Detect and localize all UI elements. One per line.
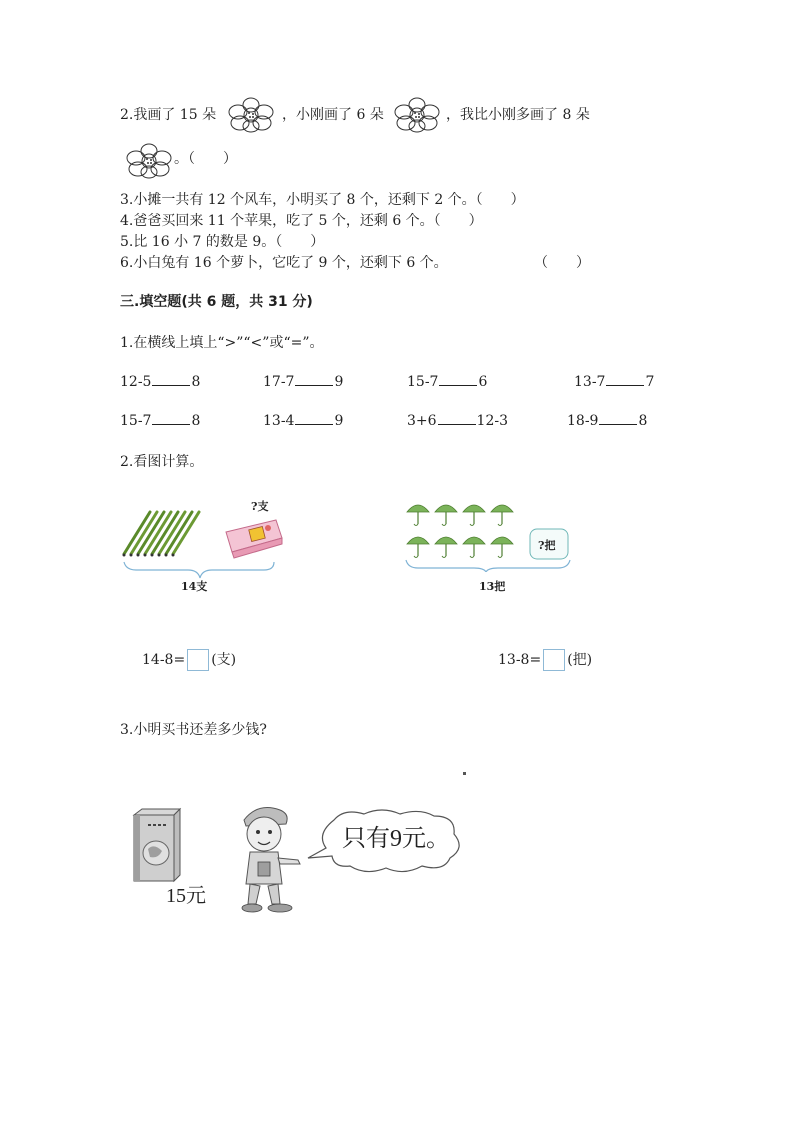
pencil-question-label: ?支 bbox=[251, 500, 269, 513]
compare-right: 9 bbox=[334, 374, 344, 390]
compare-right: 8 bbox=[638, 413, 648, 429]
answer-blank[interactable] bbox=[152, 410, 190, 425]
umbrella-icon bbox=[407, 537, 429, 558]
judge-q3: 3.小摊一共有 12 个风车，小明买了 8 个，还剩下 2 个。（ ） bbox=[120, 192, 525, 208]
equation-unit: (支) bbox=[211, 652, 237, 668]
judge-q6-paren: （ ） bbox=[534, 255, 590, 271]
q2-text-part3: ，我比小刚多画了 8 朵 bbox=[446, 107, 590, 123]
flower-icon bbox=[126, 142, 172, 180]
compare-left: 18-9 bbox=[567, 413, 599, 429]
compare-left: 15-7 bbox=[120, 413, 152, 429]
q2-text-part2: ，小刚画了 6 朵 bbox=[282, 107, 384, 123]
umbrella-icon bbox=[491, 505, 513, 526]
compare-left: 3+6 bbox=[407, 413, 437, 429]
price-label: 15元 bbox=[166, 885, 206, 907]
umbrella-question-label: ?把 bbox=[538, 539, 556, 552]
compare-item bbox=[407, 410, 508, 429]
fill-q2-prompt: 2.看图计算。 bbox=[120, 454, 204, 470]
flower-icon bbox=[228, 96, 274, 134]
answer-blank[interactable] bbox=[599, 410, 637, 425]
compare-left: 17-7 bbox=[263, 374, 295, 390]
umbrella-icon bbox=[463, 505, 485, 526]
compare-left: 13-4 bbox=[263, 413, 295, 429]
equation-unit: (把) bbox=[567, 652, 593, 668]
compare-right: 8 bbox=[191, 413, 201, 429]
umbrellas-illustration bbox=[402, 498, 574, 572]
compare-item bbox=[407, 371, 487, 390]
q2-text-part4: 。（ ） bbox=[174, 151, 237, 167]
compare-right: 6 bbox=[478, 374, 488, 390]
pencil-case-icon bbox=[226, 520, 282, 558]
answer-box[interactable] bbox=[187, 649, 209, 671]
section-heading: 三.填空题(共 6 题，共 31 分) bbox=[120, 294, 313, 310]
judge-q6: 6.小白兔有 16 个萝卜，它吃了 9 个，还剩下 6 个。 bbox=[120, 255, 448, 271]
judge-q5: 5.比 16 小 7 的数是 9。（ ） bbox=[120, 234, 325, 250]
umbrella-total-label: 13把 bbox=[479, 580, 506, 593]
compare-item bbox=[263, 410, 343, 429]
equation-umbrellas bbox=[498, 649, 592, 671]
compare-right: 9 bbox=[334, 413, 344, 429]
compare-item bbox=[574, 371, 654, 390]
pencil-total-label: 14支 bbox=[181, 580, 208, 593]
umbrella-icon bbox=[491, 537, 513, 558]
equation-pencils bbox=[142, 649, 236, 671]
umbrella-icon bbox=[407, 505, 429, 526]
equation-left: 13-8= bbox=[498, 652, 542, 668]
flower-icon bbox=[394, 96, 440, 134]
umbrella-icon bbox=[435, 537, 457, 558]
compare-right: 8 bbox=[191, 374, 201, 390]
answer-blank[interactable] bbox=[295, 371, 333, 386]
compare-right: 7 bbox=[645, 374, 655, 390]
answer-blank[interactable] bbox=[152, 371, 190, 386]
compare-right: 12-3 bbox=[476, 413, 508, 429]
compare-left: 15-7 bbox=[407, 374, 439, 390]
stray-dot bbox=[463, 772, 466, 775]
answer-blank[interactable] bbox=[439, 371, 477, 386]
compare-item bbox=[263, 371, 343, 390]
compare-left: 13-7 bbox=[574, 374, 606, 390]
speech-text: 只有9元。 bbox=[342, 826, 450, 852]
fill-q1-prompt: 1.在横线上填上“>”“<”或“=”。 bbox=[120, 335, 324, 351]
compare-item bbox=[567, 410, 647, 429]
answer-box[interactable] bbox=[543, 649, 565, 671]
answer-blank[interactable] bbox=[438, 410, 476, 425]
boy-icon bbox=[232, 800, 310, 918]
fill-q3-prompt: 3.小明买书还差多少钱? bbox=[120, 722, 267, 738]
umbrella-icon bbox=[463, 537, 485, 558]
compare-item bbox=[120, 410, 200, 429]
judge-q4: 4.爸爸买回来 11 个苹果，吃了 5 个，还剩 6 个。（ ） bbox=[120, 213, 483, 229]
q2-text-part1: 2.我画了 15 朵 bbox=[120, 107, 217, 123]
umbrella-icon bbox=[435, 505, 457, 526]
book-icon bbox=[128, 805, 188, 885]
compare-item bbox=[120, 371, 200, 390]
compare-left: 12-5 bbox=[120, 374, 152, 390]
answer-blank[interactable] bbox=[606, 371, 644, 386]
equation-left: 14-8= bbox=[142, 652, 186, 668]
answer-blank[interactable] bbox=[295, 410, 333, 425]
